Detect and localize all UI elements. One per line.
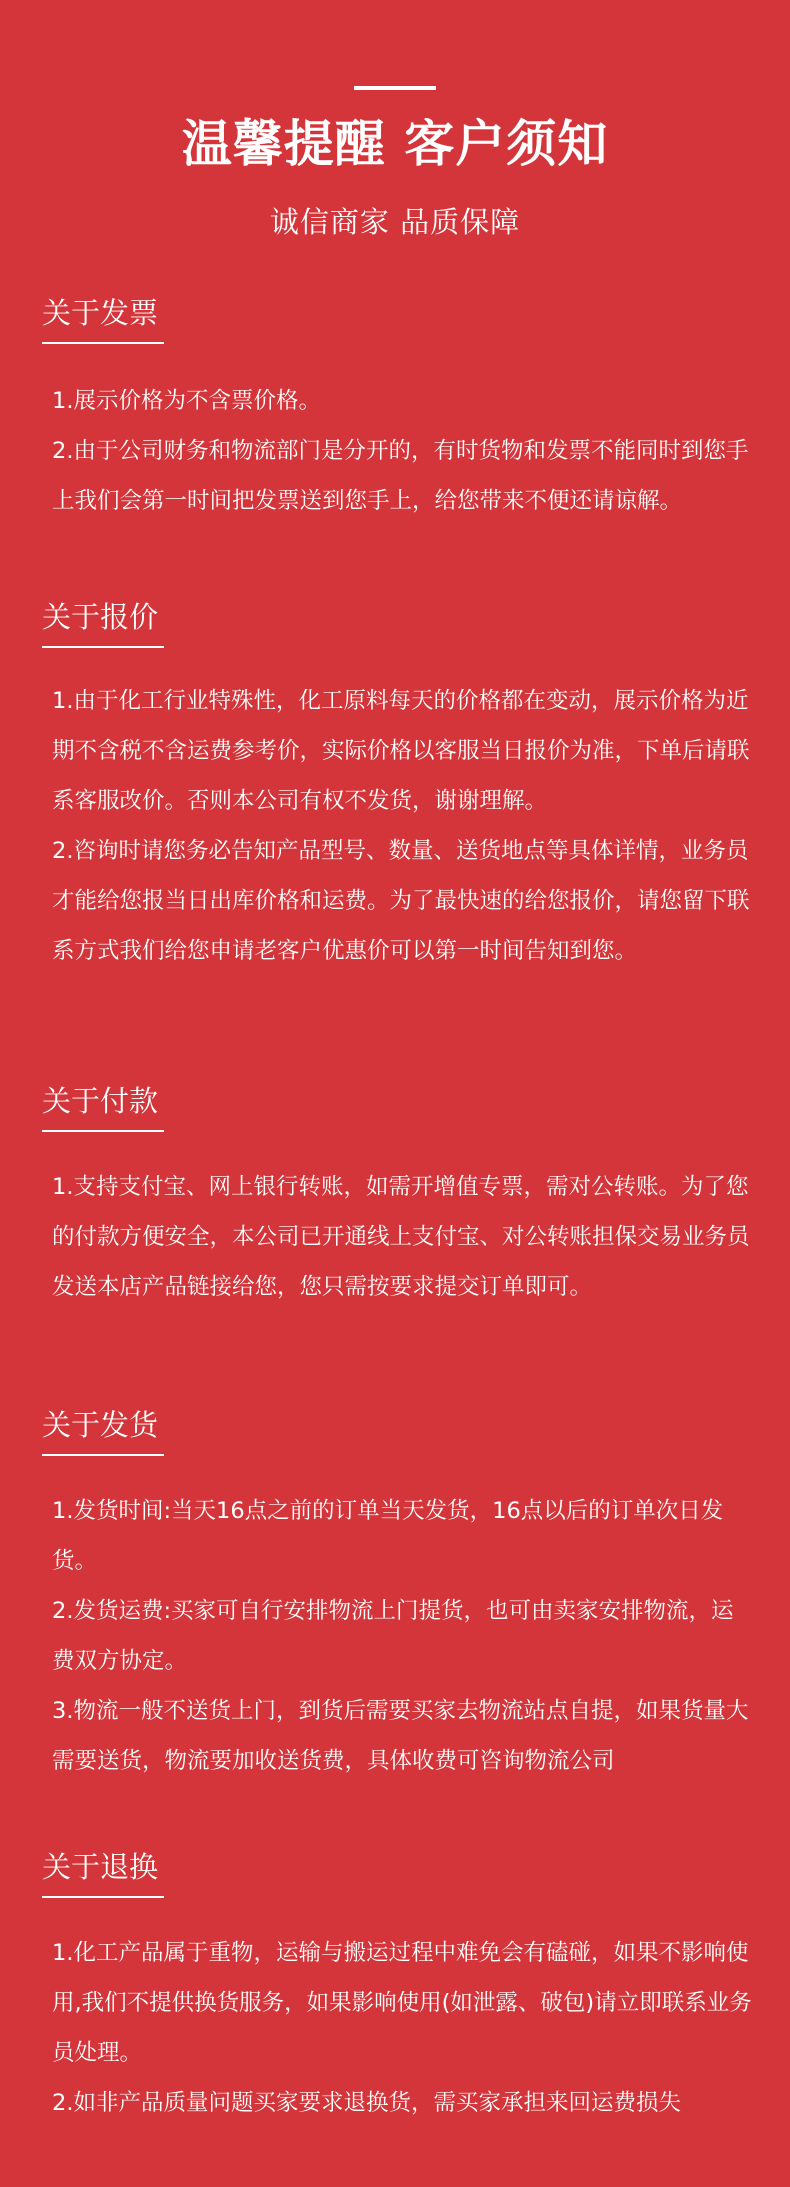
- section-heading-shipping: 关于发货: [42, 1404, 164, 1456]
- section-body-shipping: [52, 1486, 752, 1786]
- paragraph: 1.展示价格为不含票价格。: [52, 388, 321, 414]
- paragraph: 1.发货时间:当天16点之前的订单当天发货，16点以后的订单次日发货。: [52, 1498, 724, 1574]
- paragraph: 2.如非产品质量问题买家要求退换货，需买家承担来回运费损失: [52, 2090, 681, 2116]
- page-title: 温馨提醒 客户须知: [181, 114, 609, 173]
- title-rule: [354, 86, 436, 90]
- paragraph: 2.由于公司财务和物流部门是分开的，有时货物和发票不能同时到您手上我们会第一时间把发票送到您手上，给您带来不便还请谅解。: [52, 438, 749, 514]
- section-heading-payment: 关于付款: [42, 1080, 164, 1132]
- section-heading-returns: 关于退换: [42, 1846, 164, 1898]
- section-body-quote: [52, 676, 752, 976]
- paragraph: 2.发货运费:买家可自行安排物流上门提货，也可由卖家安排物流，运费双方协定。: [52, 1598, 734, 1674]
- section-heading-quote: 关于报价: [42, 596, 164, 648]
- section-heading-invoice: 关于发票: [42, 292, 164, 344]
- section-body-returns: [52, 1928, 752, 2128]
- section-body-invoice: [52, 376, 752, 526]
- paragraph: 2.咨询时请您务必告知产品型号、数量、送货地点等具体详情，业务员才能给您报当日出库价格和运费。为了最快速的给您报价，请您留下联系方式我们给您申请老客户优惠价可以第一时间告知到您。: [52, 838, 750, 964]
- paragraph: 1.支持支付宝、网上银行转账，如需开增值专票，需对公转账。为了您的付款方便安全，本公司已开通线上支付宝、对公转账担保交易业务员发送本店产品链接给您，您只需按要求提交订单即可。: [52, 1174, 750, 1300]
- paragraph: 3.物流一般不送货上门，到货后需要买家去物流站点自提，如果货量大需要送货，物流要加收送货费，具体收费可咨询物流公司: [52, 1698, 749, 1774]
- paragraph: 1.由于化工行业特殊性，化工原料每天的价格都在变动，展示价格为近期不含税不含运费参考价，实际价格以客服当日报价为准，下单后请联系客服改价。否则本公司有权不发货，谢谢理解。: [52, 688, 750, 814]
- section-body-payment: [52, 1162, 752, 1312]
- page-subtitle: 诚信商家 品质保障: [269, 205, 521, 239]
- paragraph: 1.化工产品属于重物，运输与搬运过程中难免会有磕碰，如果不影响使用,我们不提供换货服务，如果影响使用(如泄露、破包)请立即联系业务员处理。: [52, 1940, 752, 2066]
